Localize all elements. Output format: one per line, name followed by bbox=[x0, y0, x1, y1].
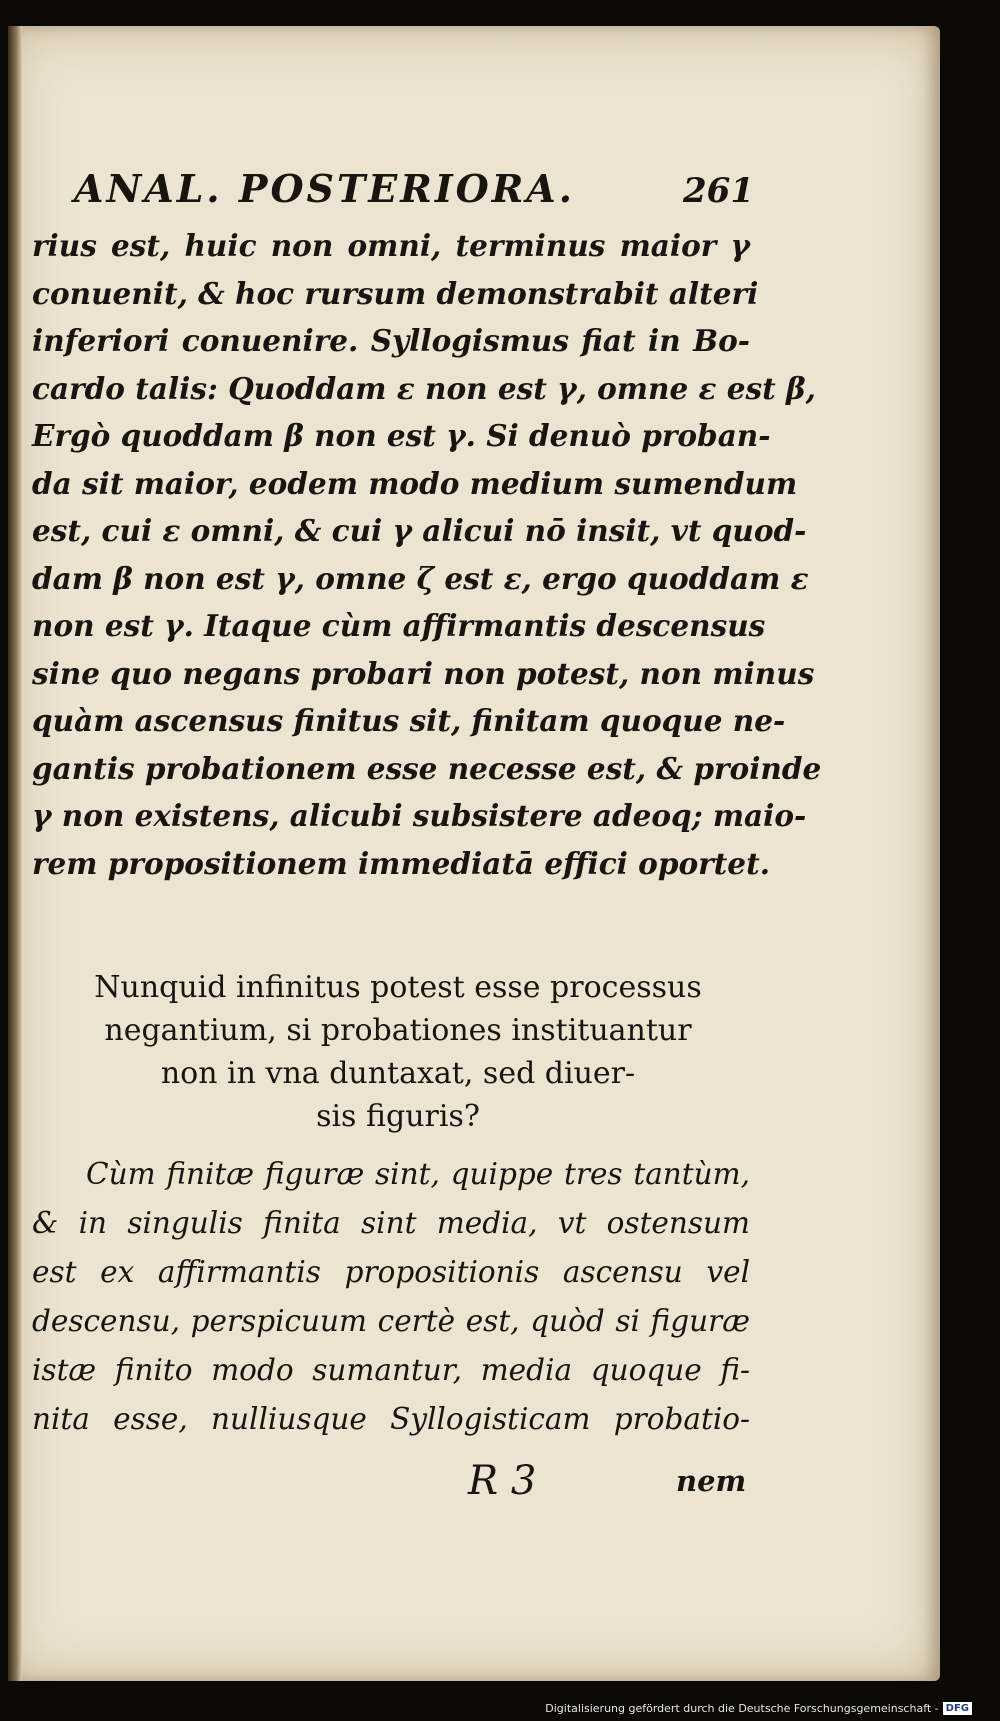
text-line: quàm ascensus finitus sit, finitam quoque ne- bbox=[32, 703, 786, 738]
body-paragraph bbox=[32, 222, 822, 887]
text-line: inferiori conuenire. Syllogismus fiat in Bo- bbox=[32, 323, 750, 358]
text-line: rius est, huic non omni, terminus maior γ bbox=[32, 228, 750, 263]
question-line: negantium, si probationes instituantur bbox=[104, 1013, 692, 1048]
text-line: da sit maior, eodem modo medium sumendum bbox=[32, 465, 798, 501]
text-line: γ non existens, alicubi subsistere adeoq; maio- bbox=[32, 798, 807, 833]
question-heading bbox=[48, 966, 748, 1138]
question-line: non in vna duntaxat, sed diuer- bbox=[160, 1056, 636, 1091]
text-line: sine quo negans probari non potest, non minus bbox=[32, 655, 815, 691]
answer-line: descensu, perspicuum certè est, quòd si figuræ bbox=[32, 1304, 750, 1338]
credit-text: Digitalisierung gefördert durch die Deutsche Forschungsgemeinschaft - bbox=[545, 1702, 939, 1715]
question-line: sis figuris? bbox=[316, 1099, 480, 1134]
text-line: gantis probationem esse necesse est, & proinde bbox=[32, 750, 822, 786]
signature-mark: R 3 bbox=[468, 1458, 537, 1504]
text-line: non est γ. Itaque cùm affirmantis descensus bbox=[32, 608, 766, 643]
text-line: conuenit, & hoc rursum demonstrabit alteri bbox=[32, 275, 759, 311]
book-page bbox=[8, 26, 940, 1681]
question-line: Nunquid infinitus potest esse processus bbox=[94, 970, 702, 1005]
catchword: nem bbox=[676, 1464, 747, 1498]
dfg-logo-icon: DFG bbox=[943, 1702, 972, 1715]
running-head-title: ANAL. POSTERIORA. bbox=[74, 166, 575, 211]
answer-line: & in singulis finita sint media, vt ostensum bbox=[32, 1206, 750, 1240]
answer-line: nita esse, nulliusque Syllogisticam probatio- bbox=[32, 1402, 750, 1436]
text-line: rem propositionem immediatā effici oportet. bbox=[32, 845, 770, 881]
page-gutter-edge bbox=[8, 26, 22, 1681]
text-line: est, cui ε omni, & cui γ alicui nō insit, vt quod- bbox=[32, 513, 807, 548]
text-line: Ergò quoddam β non est γ. Si denuò proban- bbox=[32, 418, 771, 453]
text-line: cardo talis: Quoddam ε non est γ, omne ε est β, bbox=[32, 370, 816, 406]
folio-number: 261 bbox=[683, 171, 754, 211]
digitization-credit bbox=[545, 1702, 972, 1715]
answer-line: istæ finito modo sumantur, media quoque fi- bbox=[32, 1353, 750, 1387]
answer-line: Cùm finitæ figuræ sint, quippe tres tantùm, bbox=[86, 1157, 750, 1191]
running-head bbox=[74, 166, 754, 211]
answer-paragraph bbox=[32, 1150, 750, 1444]
answer-line: est ex affirmantis propositionis ascensu vel bbox=[32, 1255, 750, 1289]
text-line: dam β non est γ, omne ζ est ε, ergo quoddam ε bbox=[32, 560, 809, 596]
